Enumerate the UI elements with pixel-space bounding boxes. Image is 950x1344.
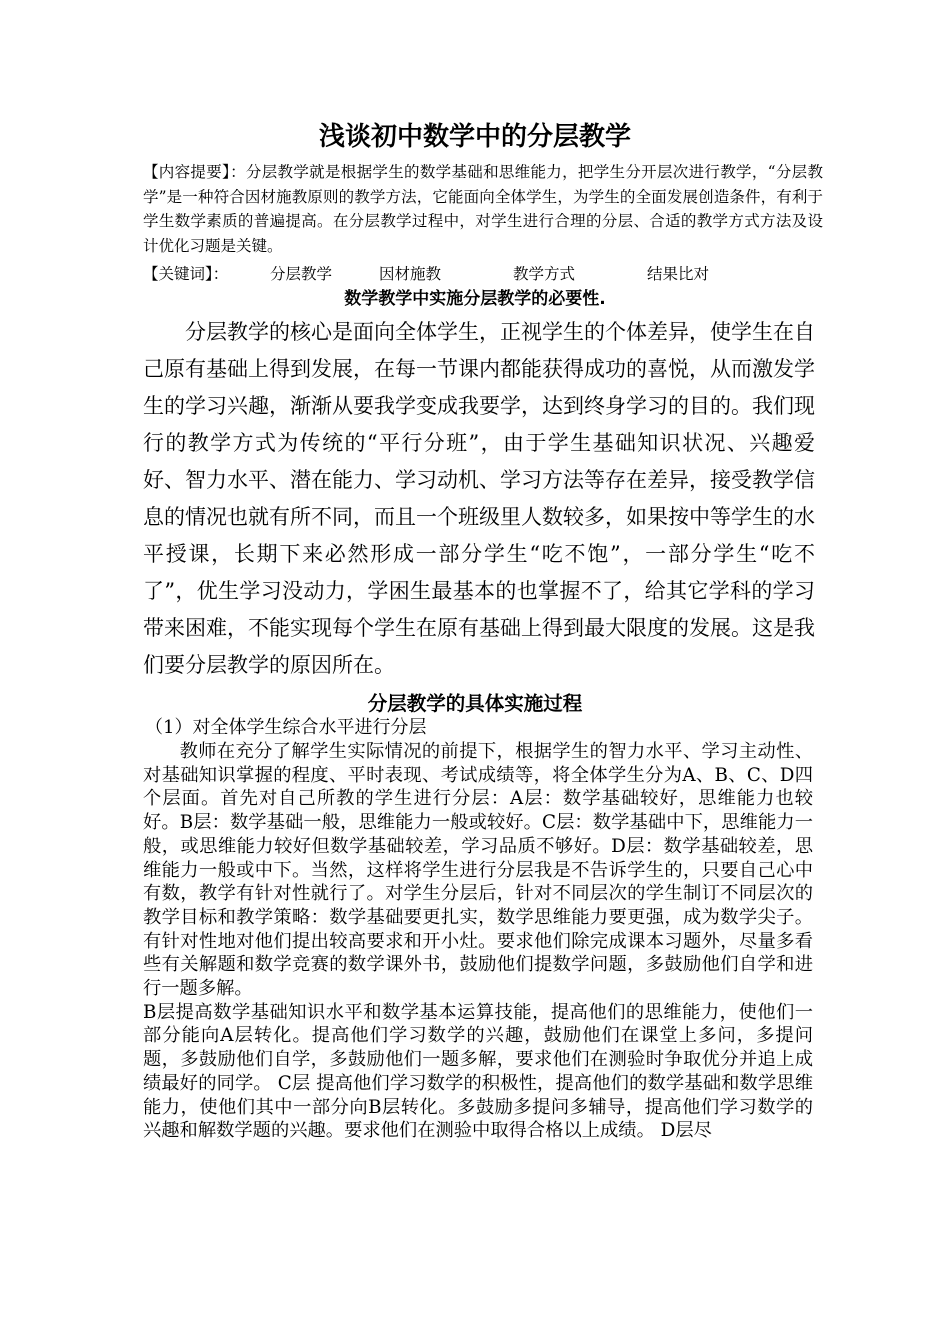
section1-body bbox=[143, 314, 815, 684]
document-title: 浅谈初中数学中的分层教学 bbox=[318, 122, 631, 152]
section2-paragraph-2: B层提高数学基础知识水平和数学基本运算技能，提高他们的思维能力，使他们一部分能向A层转化。提高他们学习数学的兴趣，鼓励他们在课堂上多问，多提问题，多鼓励他们自学，多鼓励他们一题多解，要求他们在测验时争取优分并追上成绩最好的同学。 C层 提高他们学习数学的积极性，提高他们的数学基础和数学思维能力，使他们其中一部分向B层转化。多鼓励多提问多辅导，提高他们学习数学的兴趣和解数学题的兴趣。要求他们在测验中取得合格以上成绩。 D层尽 bbox=[143, 1001, 813, 1142]
section2-heading: 分层教学的具体实施过程 bbox=[367, 692, 583, 715]
section1-heading: 数学教学中实施分层教学的必要性. bbox=[344, 289, 606, 309]
keywords bbox=[143, 263, 843, 285]
keyword-item: 教学方式 bbox=[513, 265, 576, 283]
keyword-item: 结果比对 bbox=[647, 265, 710, 283]
abstract bbox=[143, 160, 823, 258]
section2-paragraph-1: 教师在充分了解学生实际情况的前提下，根据学生的智力水平、学习主动性、对基础知识掌握的程度、平时表现、考试成绩等，将全体学生分为A、B、C、D四个层面。首先对自己所教的学生进行分层：A层：数学基础较好，思维能力也较好。B层：数学基础一般，思维能力一般或较好。C层：数学基础中下，思维能力一般，或思维能力较好但数学基础较差，学习品质不够好。D层：数学基础较差，思维能力一般或中下。当然，这样将学生进行分层我是不告诉学生的，只要自己心中有数，教学有针对性就行了。对学生分层后，针对不同层次的学生制订不同层次的教学目标和教学策略：数学基础要更扎实，数学思维能力要更强，成为数学尖子。有针对性地对他们提出较高要求和开小灶。要求他们除完成课本习题外，尽量多看些有关解题和数学竞赛的数学课外书，鼓励他们提数学问题，多鼓励他们自学和进行一题多解。 bbox=[143, 741, 813, 1000]
section1-paragraph: 分层教学的核心是面向全体学生，正视学生的个体差异，使学生在自己原有基础上得到发展，在每一节课内都能获得成功的喜悦，从而激发学生的学习兴趣，渐渐从要我学变成我要学，达到终身学习的目的。我们现行的教学方式为传统的“平行分班”，由于学生基础知识状况、兴趣爱好、智力水平、潜在能力、学习动机、学习方法等存在差异，接受教学信息的情况也就有所不同，而且一个班级里人数较多，如果按中等学生的水平授课，长期下来必然形成一部分学生“吃不饱”，一部分学生“吃不了”，优生学习没动力，学困生最基本的也掌握不了，给其它学科的学习带来困难，不能实现每个学生在原有基础上得到最大限度的发展。这是我们要分层教学的原因所在。 bbox=[143, 320, 815, 677]
section2-body bbox=[143, 740, 813, 1143]
keywords-label: 【关键词】： bbox=[143, 265, 229, 283]
abstract-text: 【内容提要】：分层教学就是根据学生的数学基础和思维能力，把学生分开层次进行教学，“分层教学”是一种符合因材施教原则的教学方法，它能面向全体学生，为学生的全面发展创造条件，有利于学生数学素质的普遍提高。在分层教学过程中，对学生进行合理的分层、合适的教学方式方法及设计优化习题是关键。 bbox=[143, 163, 823, 255]
section2-subheading: （1）对全体学生综合水平进行分层 bbox=[145, 717, 427, 738]
keyword-item: 分层教学 bbox=[270, 265, 333, 283]
keyword-item: 因材施教 bbox=[379, 265, 442, 283]
